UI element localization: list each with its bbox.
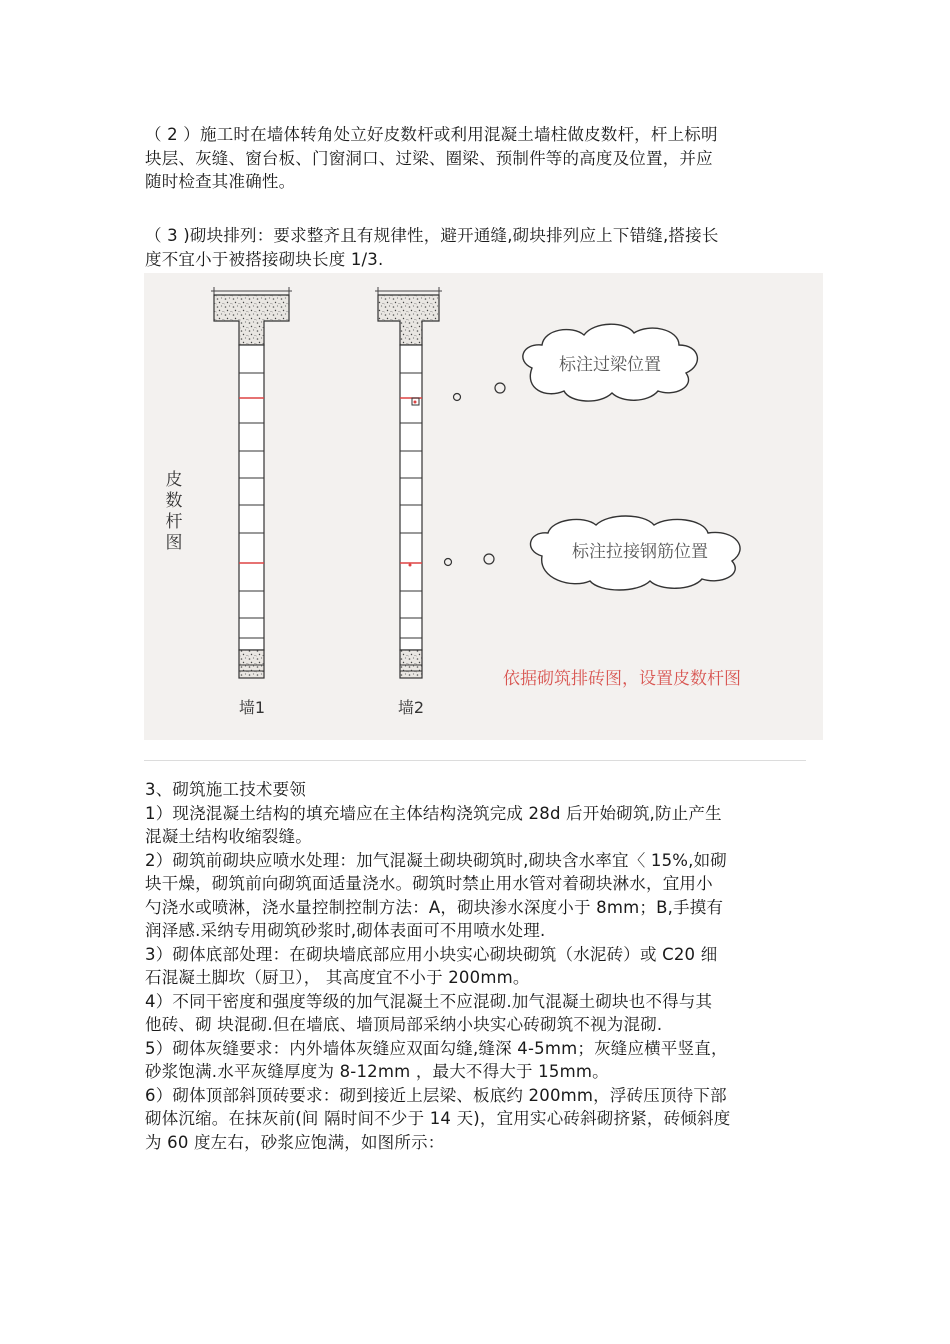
- side-label-char: 杆: [165, 512, 183, 532]
- wall-1-pole: [211, 287, 292, 678]
- side-label: [166, 470, 183, 553]
- section-3-line: 石混凝土脚坎（厨卫）， 其高度宜不小于 200mm。: [145, 968, 530, 987]
- cloud-callout-lintel: [523, 324, 698, 401]
- section-3-heading: 3、砌筑施工技术要领: [145, 780, 306, 799]
- section-3-line: 为 60 度左右，砂浆应饱满，如图所示：: [145, 1132, 445, 1152]
- section-3-line: 5）砌体灰缝要求：内外墙体灰缝应双面勾缝,缝深 4-5mm；灰缝应横平竖直，: [145, 1038, 728, 1058]
- cloud-1-text: 标注过梁位置: [559, 355, 661, 375]
- paragraph-3-line: （ 3 )砌块排列：要求整齐且有规律性，避开通缝,砌块排列应上下错缝,搭接长: [145, 226, 719, 245]
- section-3-line: 6）砌体顶部斜顶砖要求：砌到接近上层梁、板底约 200mm，浮砖压顶待下部: [145, 1085, 727, 1105]
- section-3-line: 砌体沉缩。在抹灰前(间 隔时间不少于 14 天)，宜用实心砖斜砌挤紧，砖倾斜度: [145, 1109, 731, 1128]
- side-label-char: 皮: [165, 470, 183, 490]
- section-3-line: 1）现浇混凝土结构的填充墙应在主体结构浇筑完成 28d 后开始砌筑,防止产生: [145, 803, 722, 823]
- section-3-line: 勺浇水或喷淋，浇水量控制控制方法：A，砌块渗水深度小于 8mm；B,手摸有: [145, 897, 724, 917]
- wall-2-label: 墙2: [397, 698, 425, 717]
- section-3: [145, 778, 810, 1154]
- bubble-dot: [484, 554, 494, 564]
- paragraph-2-line: （ 2 ）施工时在墙体转角处立好皮数杆或利用混凝土墙柱做皮数杆，杆上标明: [145, 125, 718, 144]
- section-3-line: 2）砌筑前砌块应喷水处理：加气混凝土砌块砌筑时,砌块含水率宜〈 15%,如砌: [145, 850, 728, 870]
- paragraph-2-line: 随时检查其准确性。: [145, 172, 296, 191]
- story-pole-figure: [144, 273, 823, 740]
- paragraph-2-line: 块层、灰缝、窗台板、门窗洞口、过梁、圈梁、预制件等的高度及位置，并应: [145, 148, 713, 168]
- side-label-char: 数: [165, 491, 183, 511]
- section-3-line: 润泽感.采纳专用砌筑砂浆时,砌体表面可不用喷水处理.: [145, 921, 546, 940]
- cloud-callout-rebar: [531, 516, 741, 590]
- bubble-dot: [454, 394, 461, 401]
- section-3-line: 3）砌体底部处理：在砌块墙底部应用小块实心砌块砌筑（水泥砖）或 C20 细: [145, 944, 718, 964]
- wall-2-pole: [375, 287, 442, 678]
- section-3-line: 混凝土结构收缩裂缝。: [145, 827, 312, 846]
- bubble-dot: [495, 383, 505, 393]
- section-divider: [144, 760, 806, 761]
- story-pole-diagram: [144, 273, 823, 740]
- cloud-2-text: 标注拉接钢筋位置: [572, 542, 708, 562]
- bubble-dot: [445, 559, 452, 566]
- wall-1-label: 墙1: [238, 698, 266, 717]
- section-3-line: 4）不同干密度和强度等级的加气混凝土不应混砌.加气混凝土砌块也不得与其: [145, 991, 713, 1011]
- figure-caption: 依据砌筑排砖图，设置皮数杆图: [503, 669, 741, 689]
- paragraph-2: [145, 123, 810, 194]
- section-3-line: 砂浆饱满.水平灰缝厚度为 8-12mm ，最大不得大于 15mm。: [145, 1062, 609, 1081]
- paragraph-3-line: 度不宜小于被搭接砌块长度 1/3.: [145, 249, 384, 269]
- section-3-line: 块干燥，砌筑前向砌筑面适量浇水。砌筑时禁止用水管对着砌块淋水，宜用小: [145, 874, 713, 893]
- section-3-line: 他砖、砌 块混砌.但在墙底、墙顶局部采纳小块实心砖砌筑不视为混砌.: [145, 1015, 663, 1034]
- side-label-char: 图: [165, 533, 183, 553]
- paragraph-3: [145, 224, 810, 271]
